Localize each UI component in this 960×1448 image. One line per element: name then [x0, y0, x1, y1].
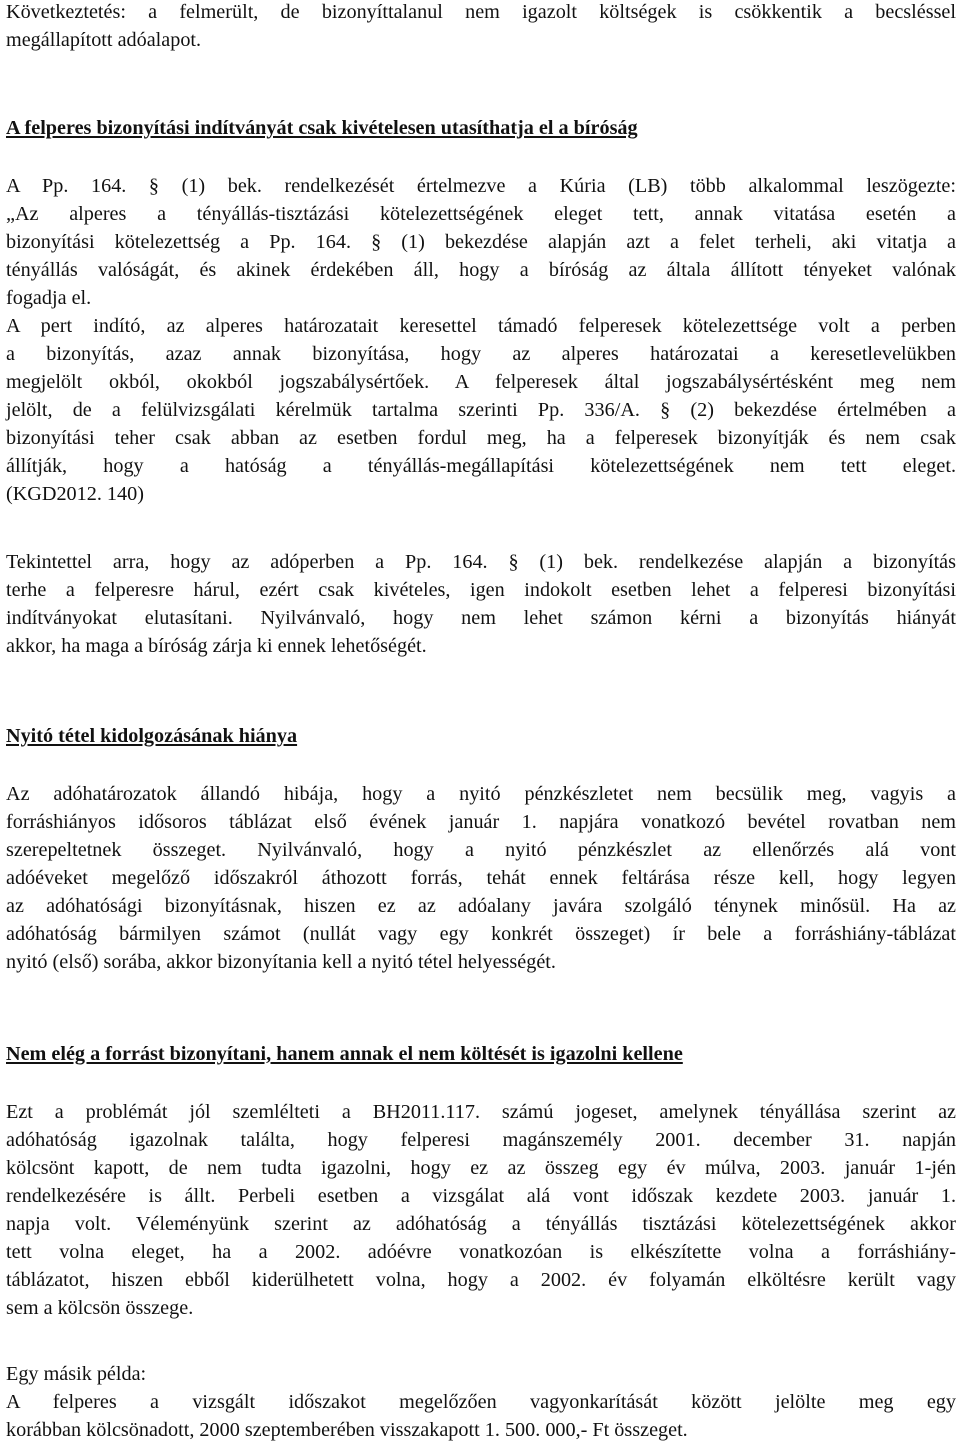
text-line: adóhatóság igazolnak találta, hogy felperesi magánszemély 2001. december 31. napján [6, 1129, 956, 1151]
section3-paragraph-2 [6, 1388, 956, 1444]
section1-paragraph-2 [6, 548, 956, 660]
text-line: adóéveket megelőző időszakról áthozott forrás, tehát ennek feltárása része kell, hogy legyen [6, 867, 956, 889]
text-line: A Pp. 164. § (1) bek. rendelkezését értelmezve a Kúria (LB) több alkalommal leszögezte: [6, 175, 956, 197]
text-line: sem a kölcsön összege. [6, 1297, 194, 1319]
text-line: tényállás valóságát, és akinek érdekében áll, hogy a bíróság az általa állított tényeket valónak [6, 259, 956, 281]
text-line: korábban kölcsönadott, 2000 szeptemberében visszakapott 1. 500. 000,- Ft összeget. [6, 1419, 688, 1441]
text-line: kölcsönt kapott, de nem tudta igazolni, hogy ez az összeg egy év múlva, 2003. január 1-jén [6, 1157, 956, 1179]
text-line: fogadja el. [6, 287, 92, 309]
text-line: Tekintettel arra, hogy az adóperben a Pp. 164. § (1) bek. rendelkezése alapján a bizonyítás [6, 551, 956, 573]
text-line: megállapított adóalapot. [6, 29, 202, 51]
text-line: A pert indító, az alperes határozatait keresettel támadó felperesek kötelezettsége volt a perben [6, 315, 956, 337]
text-line: jelölt, de a felülvizsgálati kérelmük tartalma szerinti Pp. 336/A. § (2) bekezdése értelmében a [6, 399, 956, 421]
text-line: megjelölt okból, okokból jogszabálysértőek. A felperesek által jogszabálysértésként meg nem [6, 371, 956, 393]
text-line: napja volt. Véleményünk szerint az adóhatóság a tényállás tisztázási kötelezettségének akkor [6, 1213, 956, 1235]
section2-paragraph [6, 780, 956, 976]
text-line: „Az alperes a tényállás-tisztázási kötelezettségének eleget tett, annak vitatása esetén a [6, 203, 956, 225]
text-line: terhe a felperesre hárul, ezért csak kivételes, igen indokolt esetben lehet a felperesi bizonyítási [6, 579, 956, 601]
example-label: Egy másik példa: [6, 1363, 147, 1385]
text-line: szerepeltetnek összeget. Nyilvánvaló, hogy a nyitó pénzkészlet az ellenőrzés alá vont [6, 839, 956, 861]
section3-example-label [6, 1360, 956, 1388]
conclusion-paragraph [6, 0, 956, 54]
text-line: bizonyítási kötelezettség a Pp. 164. § (1) bekezdése alapján azt a felet terheli, aki vitatja a [6, 231, 956, 253]
section-heading: Nem elég a forrást bizonyítani, hanem annak el nem költését is igazolni kellene [6, 1043, 683, 1065]
text-line: a bizonyítás, azaz annak bizonyítása, hogy az alperes határozatai a keresetlevelükben [6, 343, 956, 365]
text-line: rendelkezésére is állt. Perbeli esetben a vizsgálat alá vont időszak kezdete 2003. január 1. [6, 1185, 956, 1207]
section1-paragraph-1 [6, 172, 956, 508]
section-heading: Nyitó tétel kidolgozásának hiánya [6, 725, 298, 747]
text-line: Ezt a problémát jól szemlélteti a BH2011.117. számú jogeset, amelynek tényállása szerint az [6, 1101, 956, 1123]
text-line: Az adóhatározatok állandó hibája, hogy a nyitó pénzkészletet nem becsülik meg, vagyis a [6, 783, 956, 805]
text-line: táblázatot, hiszen ebből kiderülhetett volna, hogy a 2002. év folyamán elköltésre került vagy [6, 1269, 956, 1291]
text-line: A felperes a vizsgált időszakot megelőzően vagyonkarítását között jelölte meg egy [6, 1391, 956, 1413]
section-heading-opening-balance [6, 722, 956, 750]
section-heading-evidence-motion [6, 114, 956, 142]
text-line: állítják, hogy a hatóság a tényállás-megállapítási kötelezettségének nem tett eleget. [6, 455, 956, 477]
text-line: tett volna eleget, ha a 2002. adóévre vonatkozóan is elkészítette volna a forráshiány- [6, 1241, 956, 1263]
section3-paragraph-1 [6, 1098, 956, 1322]
text-line: (KGD2012. 140) [6, 483, 144, 505]
section-heading-source-and-spending [6, 1040, 956, 1068]
text-line: bizonyítási teher csak abban az esetben fordul meg, ha a felperesek bizonyítják és nem csak [6, 427, 956, 449]
text-line: adóhatóság bármilyen számot (nullát vagy egy konkrét összeget) ír bele a forráshiány-táblázat [6, 923, 956, 945]
text-line: nyitó (első) sorába, akkor bizonyítania kell a nyitó tétel helyességét. [6, 951, 556, 973]
text-line: az adóhatósági bizonyításnak, hiszen ez az adóalany javára szolgáló ténynek minősül. Ha az [6, 895, 956, 917]
text-line: indítványokat elutasítani. Nyilvánvaló, hogy nem lehet számon kérni a bizonyítás hiányát [6, 607, 956, 629]
text-line: Következtetés: a felmerült, de bizonyíttalanul nem igazolt költségek is csökkentik a becsléssel [6, 1, 956, 23]
section-heading: A felperes bizonyítási indítványát csak kivételesen utasíthatja el a bíróság [6, 117, 638, 139]
text-line: forráshiányos idősoros táblázat első évének január 1. napjára vonatkozó bevétel rovatban nem [6, 811, 956, 833]
text-line: akkor, ha maga a bíróság zárja ki ennek lehetőségét. [6, 635, 427, 657]
